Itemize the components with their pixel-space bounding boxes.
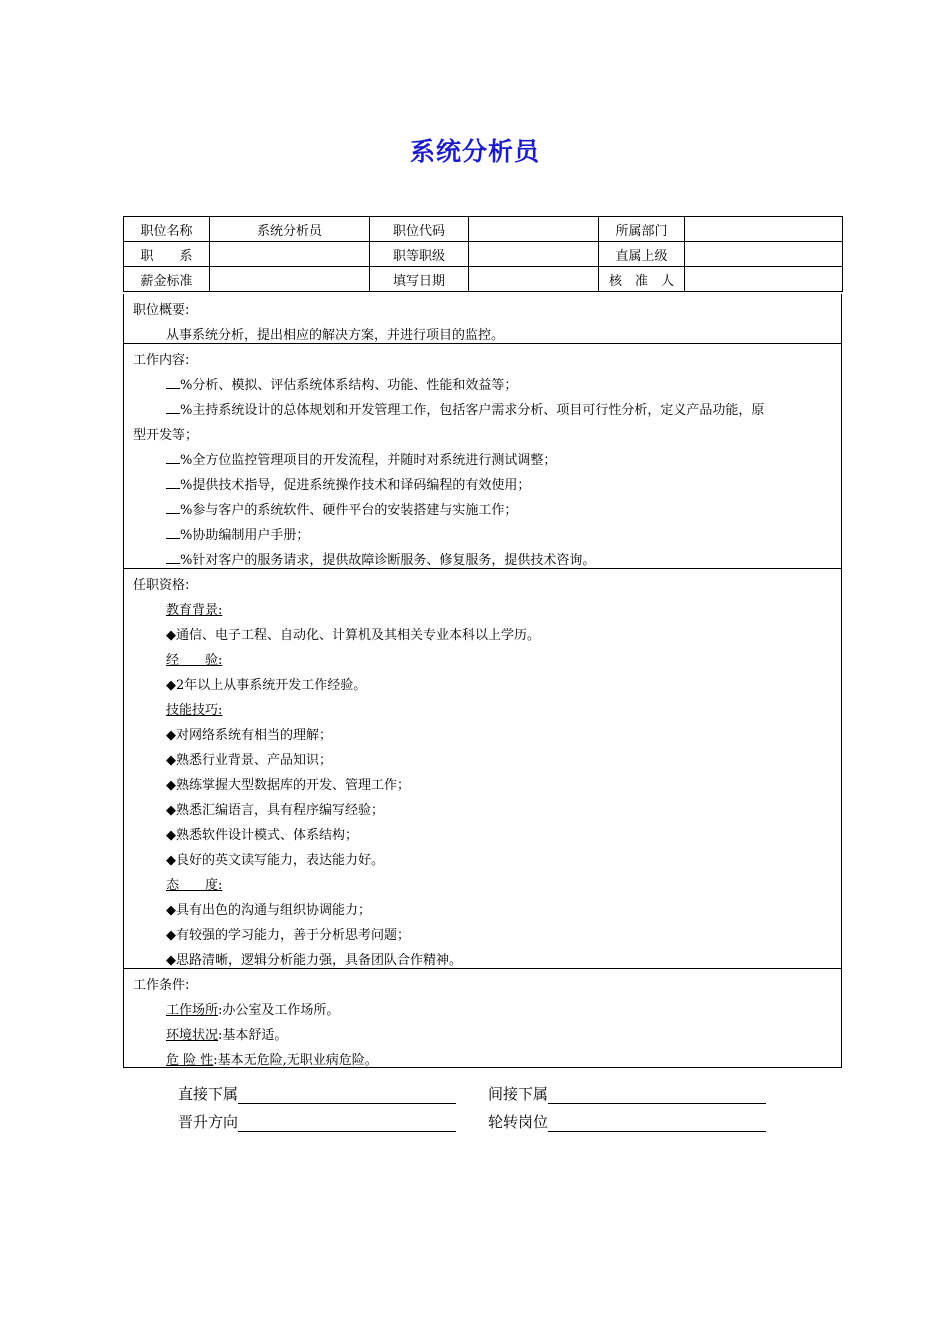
- work-place: 工作场所:办公室及工作场所。: [166, 1003, 340, 1018]
- list-item: ◆熟悉行业背景、产品知识；: [166, 753, 332, 768]
- label-grade-level: 职等职级: [370, 242, 469, 267]
- value-job-family: [210, 242, 370, 267]
- label-direct-superior: 直属上级: [599, 242, 685, 267]
- overview-heading: 职位概要:: [133, 303, 190, 318]
- list-item: ◆具有出色的沟通与组织协调能力；: [166, 903, 371, 918]
- list-item: ◆思路清晰，逻辑分析能力强，具备团队合作精神。: [166, 953, 462, 968]
- value-grade-level: [469, 242, 599, 267]
- value-approver: [685, 267, 843, 292]
- duties-heading: 工作内容:: [133, 353, 190, 368]
- conditions-section: [123, 969, 842, 1068]
- list-item: %协助编制用户手册；: [166, 524, 309, 543]
- table-row: [124, 267, 843, 292]
- rotation-position-field[interactable]: 轮转岗位: [488, 1111, 766, 1132]
- qualifications-section: [123, 569, 842, 969]
- table-row: [124, 242, 843, 267]
- value-position-name: 系统分析员: [210, 217, 370, 242]
- list-item: ◆熟练掌握大型数据库的开发、管理工作；: [166, 778, 410, 793]
- overview-text: 从事系统分析，提出相应的解决方案，并进行项目的监控。: [166, 328, 505, 343]
- list-item: ◆2年以上从事系统开发工作经验。: [166, 678, 367, 693]
- table-row: [124, 217, 843, 242]
- skills-label: 技能技巧:: [166, 703, 223, 718]
- list-item: %分析、模拟、评估系统体系结构、功能、性能和效益等；: [166, 374, 517, 393]
- value-salary-standard: [210, 267, 370, 292]
- label-position-name: 职位名称: [124, 217, 210, 242]
- label-department: 所属部门: [599, 217, 685, 242]
- job-info-table: [123, 216, 843, 292]
- education-label: 教育背景:: [166, 603, 223, 618]
- overview-section: [123, 294, 842, 344]
- list-item: ◆有较强的学习能力，善于分析思考问题；: [166, 928, 410, 943]
- list-item: ◆良好的英文读写能力，表达能力好。: [166, 853, 384, 868]
- list-item: ◆通信、电子工程、自动化、计算机及其相关专业本科以上学历。: [166, 628, 540, 643]
- list-item: ◆熟悉汇编语言，具有程序编写经验；: [166, 803, 384, 818]
- risk: 危 险 性:基本无危险,无职业病危险。: [166, 1053, 378, 1068]
- attitude-label: 态 度:: [166, 878, 223, 893]
- promotion-direction-field[interactable]: 晋升方向: [178, 1111, 456, 1132]
- list-item-continuation: 型开发等；: [133, 428, 199, 443]
- duties-section: [123, 344, 842, 569]
- qualifications-heading: 任职资格:: [133, 578, 190, 593]
- list-item: ◆对网络系统有相当的理解；: [166, 728, 332, 743]
- value-fill-date: [469, 267, 599, 292]
- label-position-code: 职位代码: [370, 217, 469, 242]
- label-approver: 核 准 人: [599, 267, 685, 292]
- conditions-heading: 工作条件:: [133, 978, 190, 993]
- label-job-family: 职 系: [124, 242, 210, 267]
- list-item: %参与客户的系统软件、硬件平台的安装搭建与实施工作；: [166, 499, 517, 518]
- list-item: %针对客户的服务请求，提供故障诊断服务、修复服务，提供技术咨询。: [166, 549, 595, 568]
- label-salary-standard: 薪金标准: [124, 267, 210, 292]
- value-position-code: [469, 217, 599, 242]
- experience-label: 经 验:: [166, 653, 223, 668]
- direct-subordinate-field[interactable]: 直接下属: [178, 1083, 456, 1104]
- value-department: [685, 217, 843, 242]
- value-direct-superior: [685, 242, 843, 267]
- indirect-subordinate-field[interactable]: 间接下属: [488, 1083, 766, 1104]
- list-item: ◆熟悉软件设计模式、体系结构；: [166, 828, 358, 843]
- list-item: %主持系统设计的总体规划和开发管理工作，包括客户需求分析、项目可行性分析，定义产品功能，原: [166, 399, 764, 418]
- environment: 环境状况:基本舒适。: [166, 1028, 288, 1043]
- page-title: 系统分析员: [409, 137, 540, 166]
- list-item: %全方位监控管理项目的开发流程，并随时对系统进行测试调整；: [166, 449, 556, 468]
- list-item: %提供技术指导，促进系统操作技术和译码编程的有效使用；: [166, 474, 530, 493]
- label-fill-date: 填写日期: [370, 267, 469, 292]
